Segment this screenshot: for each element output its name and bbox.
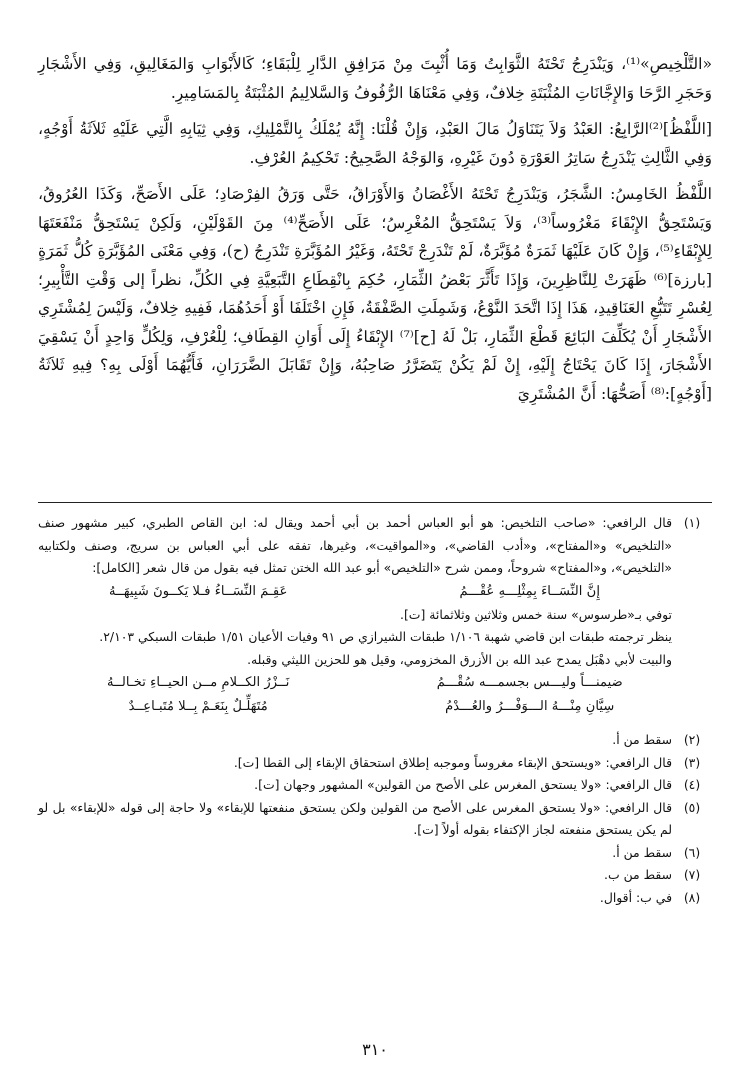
footnote-text: قال الرافعي: «ويستحق الإبقاء مغروساً وموجبه إطلاق استحقاق الإبقاء إلى القطا [ت]. xyxy=(233,754,672,770)
footnote-text: ينظر ترجمته طبقات ابن قاضي شهبة ١/١٠٦ طبقات الشيرازي ص ٩١ وفيات الأعيان ١/٥١ طبقات السبكي ٢/١٠٣. xyxy=(99,629,672,644)
page-number: ٣١٠ xyxy=(362,1040,388,1059)
verse-hemistich: عَقِـمَ النِّسَــاءُ فـلا يَكــونَ شَبِيهَــهُ xyxy=(109,583,288,599)
paragraph-1: «التَّلْخِيصِ»⁽¹⁾، وَيَنْدَرِجُ تَحْتَهُ الثَّوَابِتُ وَمَا أُثْبِتَ مِنْ مَرَافِقِ الدَّارِ لِلْبَقَاءِ؛ كَالأَبْوَابِ وَالمَغَالِيقِ، وَفِي الأَشْجَارِ وَحَجَرِ الرَّحَا وَالإِجَّانَاتِ المُثْبَتَةِ خِلافٌ، وَفِي مَعْنَاهَا الرُّفُوفُ وَالسَّلالِيمُ المُثْبَتَةُ بِالمَسَامِيرِ. xyxy=(38,55,712,102)
footnote-3 xyxy=(38,752,712,775)
footnote-1 xyxy=(38,512,712,719)
footnote-number: (٢) xyxy=(683,732,701,747)
footnote-number: (٥) xyxy=(683,799,701,815)
footnote-text: توفي بـ«طرسوس» سنة خمس وثلاثين وثلاثمائة [ت]. xyxy=(400,606,672,622)
main-text xyxy=(38,50,712,408)
verse-hemistich: سِيَّانِ مِنْـــهُ الـــوَفْـــرُ والعُـــدْمُ xyxy=(445,699,615,714)
footnote-text: سقط من ب. xyxy=(604,867,672,882)
footnote-number: (١) xyxy=(683,515,701,530)
footnote-4 xyxy=(38,774,712,797)
footnote-divider xyxy=(38,502,712,503)
footnote-8 xyxy=(38,887,712,910)
footnote-number: (٧) xyxy=(683,867,701,882)
footnote-text: والبيت لأبي دهْبَل يمدح عبد الله بن الأزرق المخزومي، وقيل هو للحزين الليثي وقبله. xyxy=(247,651,672,667)
book-page xyxy=(38,50,712,1080)
footnote-text: قال الرافعي: «ولا يستحق المغرس على الأصح من القولين ولكن يستحق منفعتها للإبقاء» ولا حاجة إلى قوله «للإبقاء» بل لو لم يكن يستحق منفعته لجاز الإكتفاء بقوله أولاً [ت]. xyxy=(38,799,672,837)
footnote-6 xyxy=(38,842,712,865)
verse-hemistich: مُتَهَلِّـلٌ بِنَعَـمْ بِــلا مُتَبـاعِــدٌ xyxy=(128,699,268,714)
paragraph-3: اللَّفْظُ الخَامِسُ: الشَّجَرُ، وَيَنْدَرِجُ تَحْتَهُ الأَغْصَانُ وَالأَوْرَاقُ، حَتَّى وَرَقُ الفِرْصَادِ؛ عَلَى الأَصَحِّ، وَكَذَا العُرُوقُ، وَيَسْتَحِقُّ الإِبْقَاءَ مَغْرُوساً⁽³⁾، وَلاَ يَسْتَحِقُّ المُغْرِسُ؛ عَلَى الأَصَحِّ⁽⁴⁾ مِنَ القَوْلَيْنِ، وَلَكِنْ يَسْتَحِقُّ مَنْفَعَتَهَا لِلإِبْقَاءِ⁽⁵⁾، وَإِنْ كَانَ عَلَيْهَا ثَمَرَةٌ مُؤَبَّرَةٌ، لَمْ تَنْدَرِجْ تَحْتَهُ، وَغَيْرُ المُؤَبَّرَةِ تَنْدَرِجُ (ح)، وَفِي مَعْنَى المُؤَبَّرَةِ كُلُّ ثَمَرَةٍ [بارزة]⁽⁶⁾ ظَهَرَتْ لِلنَّاظِرِينَ، وَإِذَا تَأَثَّرَ بَعْضُ الثِّمَارِ، حُكِمَ بِانْقِطَاعِ التَّبَعِيَّةِ فِي الكُلِّ، نظراً إلى وَقْتِ التَّأْبِيرِ؛ لِعُسْرِ تَتَبُّعِ العَنَاقِيدِ، هَذَا إِذَا اتَّحَدَ النَّوْعُ، وَشَمِلَتِ الصَّفْقَةُ، فَإِنِ اخْتَلَفَا أَوْ أَحَدُهُمَا، فَفِيهِ خِلافٌ، وَلَيْسَ لِمُشْتَرِي الأَشْجَارِ أَنْ يُكَلِّفَ البَائِعَ قَطْعَ الثِّمَارِ، بَلْ لَهُ [ح]⁽⁷⁾ الإِبْقَاءُ إِلَى أَوَانِ القِطَافِ؛ لِلْعُرْفِ، وَلِكُلٍّ وَاحِدٍ أَنْ يَسْقِيَ الأَشْجَارَ، إِذَا كَانَ يَحْتَاجُ إِلَيْهِ، إِنْ لَمْ يَكُنْ يَتَضَرَّرُ صَاحِبُهُ، وَإِنْ تَقَابَلَ الضَّرَرَانِ، فَأَيُّهُمَا أَوْلَى بِهِ؟ فِيهِ ثَلاَثَةُ [أَوْجُهٍ]:⁽⁸⁾ أَصَحُّهَا: أَنَّ المُشْتَرِيَ xyxy=(38,185,712,403)
verse-hemistich: ضيمنـــاً وليـــس بجسمـــه سُقْـــمُ xyxy=(436,675,623,690)
verse-line xyxy=(38,671,672,695)
footnote-5 xyxy=(38,797,712,842)
footnote-number: (٨) xyxy=(683,889,701,905)
footnote-7 xyxy=(38,864,712,887)
verse-hemistich: نَــزْرُ الكــلامِ مــن الحيــاءِ تخـالــهُ xyxy=(107,675,290,690)
footnote-text: سقط من أ. xyxy=(612,844,672,860)
footnote-text: قال الرافعي: «صاحب التلخيص: هو أبو العباس أحمد بن أبي أحمد ويقال له: ابن القاص الطبري، كبير مشهور صنف «التلخيص» و«المفتاح»، و«أدب القاضي»، و«المواقيت»، وغيرها، تفقه على أبي العباس بن سريج، وصنف ولكتابيه «التلخيص»، و«المفتاح» شروحاً، وممن شرح «التلخيص» أبو عبد الله الختن تمثل فيه بقول من قال شعر [الكامل]: xyxy=(38,515,672,575)
footnote-number: (٣) xyxy=(683,754,701,770)
footnote-2 xyxy=(38,729,712,752)
verse-line xyxy=(38,580,672,604)
footnote-text: في ب: أقوال. xyxy=(599,889,672,905)
verse-hemistich: إِنَّ النِّسَــاءَ بِمِثْلِـــهِ عُقْـــمُ xyxy=(459,583,601,599)
footnote-text: قال الرافعي: «ولا يستحق المغرس على الأصح من القولين» المشهور وجهان [ت]. xyxy=(254,777,672,792)
verse-line xyxy=(38,695,672,719)
footnote-text: سقط من أ. xyxy=(612,732,672,747)
paragraph-2: [اللَّفْظُ]⁽²⁾الرَّابِعُ: العَبْدُ وَلاَ يَتَنَاوَلُ مَالَ العَبْدِ، وَإِنْ قُلْنَا: إِنَّهُ يُمْلَكُ بِالتَّمْلِيكِ، وَفِي ثِيَابِهِ الَّتِي عَلَيْهِ ثَلاَثَةُ أَوْجُهٍ، وَفِي الثَّالِثِ يَنْدَرِجُ سَاتِرُ العَوْرَةِ دُونَ غَيْرِهِ، وَالوَجْهُ الصَّحِيحُ: تَحْكِيمُ العُرْفِ. xyxy=(38,120,712,167)
footnote-number: (٦) xyxy=(683,844,701,860)
footnote-body xyxy=(38,512,672,719)
footnote-number: (٤) xyxy=(683,777,701,792)
footnotes xyxy=(38,512,712,909)
